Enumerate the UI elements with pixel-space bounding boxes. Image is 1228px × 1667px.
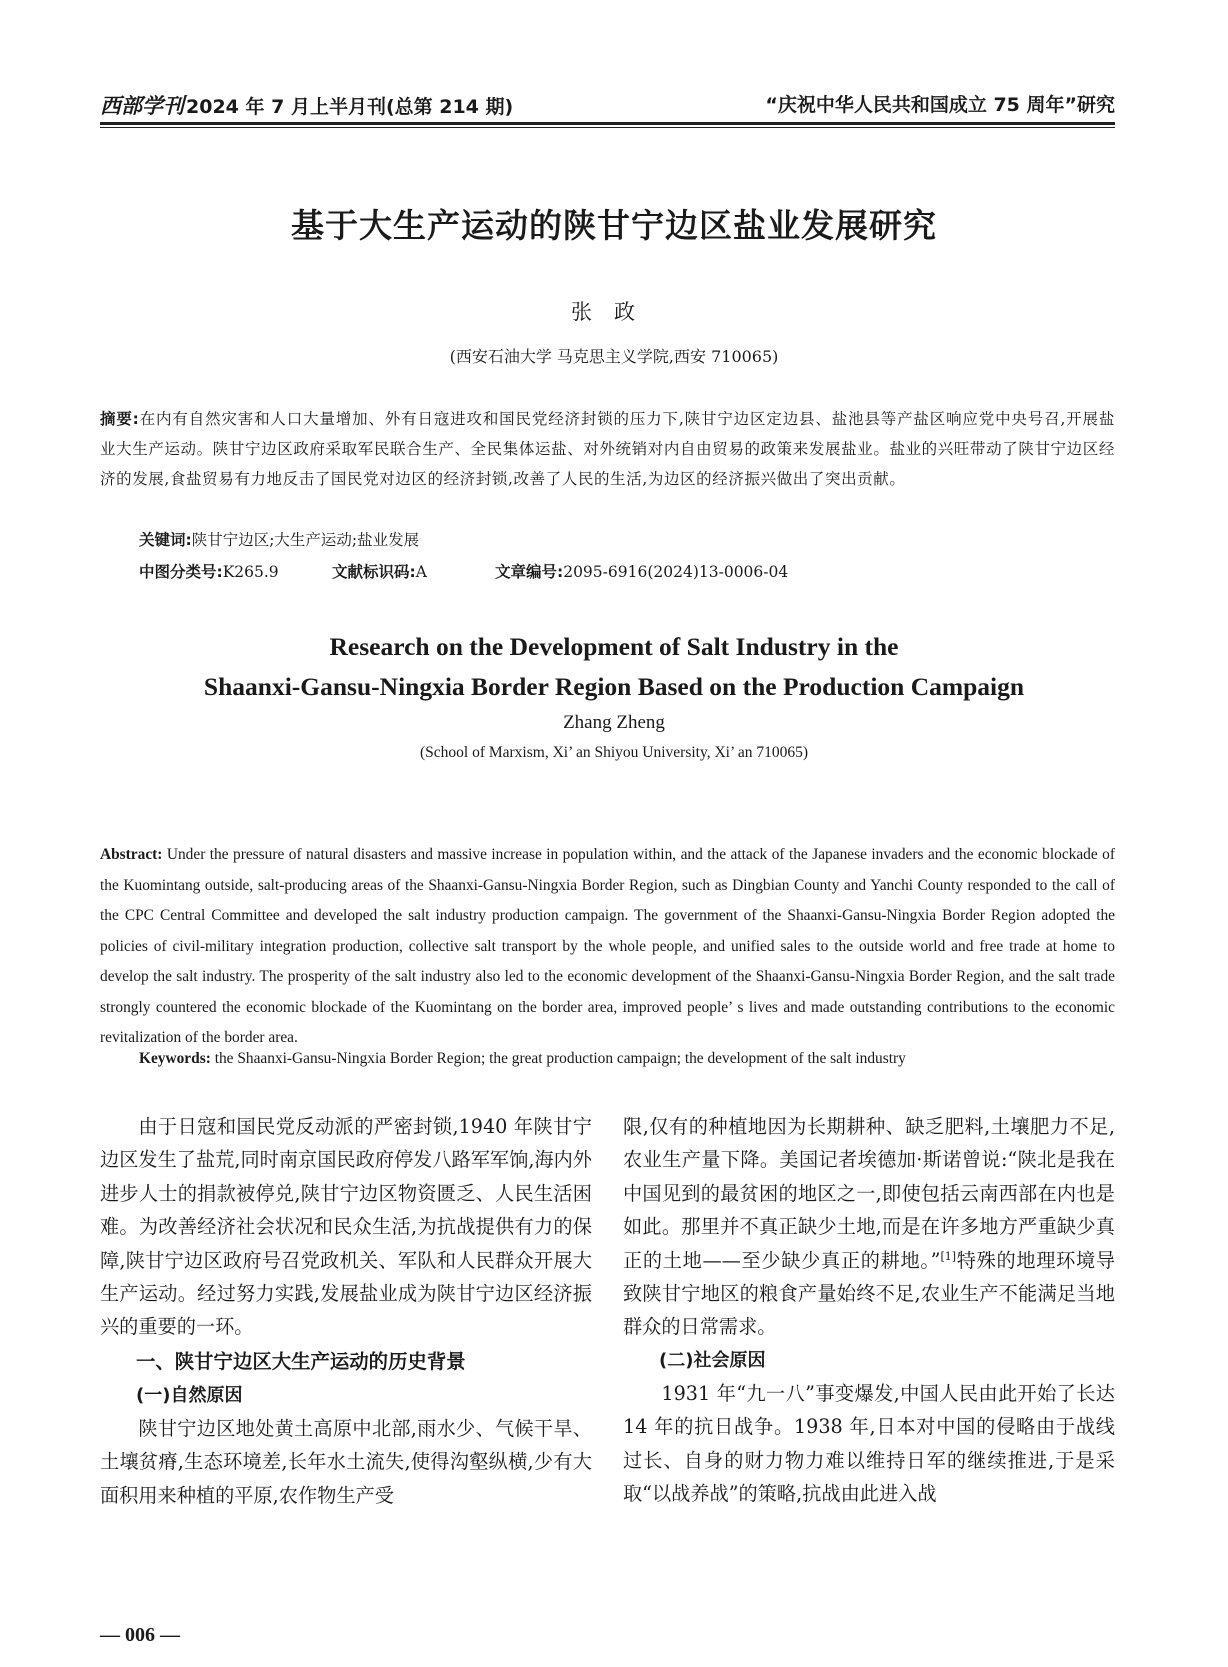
article-title-cn: 基于大生产运动的陕甘宁边区盐业发展研究 <box>291 206 937 245</box>
body-paragraph-continued <box>623 1110 1115 1344</box>
clc-value: K265.9 <box>222 563 279 581</box>
intro-paragraph: 由于日寇和国民党反动派的严密封锁,1940 年陕甘宁边区发生了盐荒,同时南京国民政府停发八路军军饷,海内外进步人士的捐款被停兑,陕甘宁边区物资匮乏、人民生活困难。为改善经济社会状况和民众生活,为抗战提供有力的保障,陕甘宁边区政府号召党政机关、军队和人民群众开展大生产运动。经过努力实践,发展盐业成为陕甘宁边区经济振兴的重要的一环。 <box>100 1115 592 1339</box>
continued-text-tail: 特殊的地理环境导致陕甘宁地区的粮食产量始终不足,农业生产不能满足当地群众的日常需求。 <box>623 1248 1116 1339</box>
body-paragraph: 1931 年“九一八”事变爆发,中国人民由此开始了长达 14 年的抗日战争。1938 年,日本对中国的侵略由于战线过长、自身的财力物力难以维持日军的继续推进,于是采取“以战养战”的策略,抗战由此进入战 <box>623 1381 1115 1506</box>
abstract-en-label: Abstract: <box>100 846 163 863</box>
header-rule <box>100 122 1115 125</box>
header-issue <box>100 90 513 120</box>
author-name-en: Zhang Zheng <box>563 712 665 733</box>
keywords-en-label: Keywords: <box>139 1050 211 1067</box>
article-number <box>495 560 788 582</box>
section-heading: 一、陕甘宁边区大生产运动的历史背景 <box>136 1349 466 1373</box>
citation-reference: [1] <box>940 1249 957 1263</box>
abstract-cn-label: 摘要: <box>100 410 140 428</box>
abstract-en <box>100 840 1115 1054</box>
keywords-en <box>139 1050 906 1068</box>
running-header <box>100 86 1115 122</box>
keywords-en-text: the Shaanxi-Gansu-Ningxia Border Region; the great production campaign; the development of the salt industry <box>214 1050 906 1067</box>
journal-logo: 西部学刊 <box>100 93 184 118</box>
body-paragraph: 陕甘宁边区地处黄土高原中北部,雨水少、气候干旱、土壤贫瘠,生态环境差,长年水土流失,使得沟壑纵横,少有大面积用来种植的平原,农作物生产受 <box>100 1416 592 1507</box>
title-en-line-1: Research on the Development of Salt Industry in the <box>329 632 899 661</box>
classification-row <box>139 560 1039 584</box>
header-column-title: “庆祝中华人民共和国成立 75 周年”研究 <box>765 94 1115 116</box>
article-number-value: 2095-6916(2024)13-0006-04 <box>563 563 789 581</box>
subsection-heading: (一)自然原因 <box>136 1384 243 1406</box>
page-number: — 006 — <box>100 1624 180 1646</box>
subsection-heading: (二)社会原因 <box>659 1349 766 1371</box>
abstract-cn-text: 在内有自然灾害和人口大量增加、外有日寇进攻和国民党经济封锁的压力下,陕甘宁边区定边县、盐池县等产盐区响应党中央号召,开展盐业大生产运动。陕甘宁边区政府采取军民联合生产、全民集体运盐、对外统销对内自由贸易的政策来发展盐业。盐业的兴旺带动了陕甘宁边区经济的发展,食盐贸易有力地反击了国民党对边区的经济封锁,改善了人民的生活,为边区的经济振兴做出了突出贡献。 <box>100 410 1115 488</box>
clc-number <box>139 560 279 582</box>
body-column-left <box>100 1110 592 1512</box>
document-code-value: A <box>415 563 427 581</box>
abstract-en-text: Under the pressure of natural disasters and massive increase in population within, and the attack of the Japanese invaders and the economic blockade of the Kuomintang outside, salt-producing areas of the Shaanxi-Gansu-Ningxia Border Region, such as Dingbian County and Yanchi County responded to the call of the CPC Central Committee and developed the salt industry production campaign. The government of the Shaanxi-Gansu-Ningxia Border Region adopted the policies of civil-military integration production, collective salt transport by the whole people, and unified sales to the outside world and free trade at home to develop the salt industry. The prosperity of the salt industry also led to the economic development of the Shaanxi-Gansu-Ningxia Border Region, and the salt trade strongly countered the economic blockade of the Kuomintang on the border area, improved people’ s lives and made outstanding contributions to the economic revitalization of the border area. <box>100 846 1115 1046</box>
author-affiliation-en: (School of Marxism, Xi’ an Shiyou University, Xi’ an 710065) <box>419 744 809 761</box>
keywords-cn <box>139 528 419 550</box>
abstract-cn <box>100 404 1115 494</box>
keywords-cn-text: 陕甘宁边区;大生产运动;盐业发展 <box>191 531 420 549</box>
keywords-cn-label: 关键词: <box>139 531 192 549</box>
clc-label: 中图分类号: <box>139 563 223 581</box>
article-title-en <box>0 627 1228 707</box>
author-name-cn: 张政 <box>571 300 657 324</box>
author-affiliation-cn: (西安石油大学 马克思主义学院,西安 710065) <box>449 347 779 366</box>
article-number-label: 文章编号: <box>495 563 564 581</box>
issue-info: 2024 年 7 月上半月刊(总第 214 期) <box>186 96 514 118</box>
title-en-line-2: Shaanxi-Gansu-Ningxia Border Region Based on the Production Campaign <box>203 672 1025 701</box>
document-code <box>332 560 427 582</box>
continued-text: 限,仅有的种植地因为长期耕种、缺乏肥料,土壤肥力不足,农业生产量下降。美国记者埃德加·斯诺曾说:“陕北是我在中国见到的最贫困的地区之一,即使包括云南西部在内也是如此。那里并不真正缺少土地,而是在许多地方严重缺少真正的土地——至少缺少真正的耕地。” <box>623 1115 1115 1272</box>
body-column-right <box>623 1110 1115 1510</box>
header-rule-thin <box>100 127 1115 128</box>
document-code-label: 文献标识码: <box>332 563 416 581</box>
